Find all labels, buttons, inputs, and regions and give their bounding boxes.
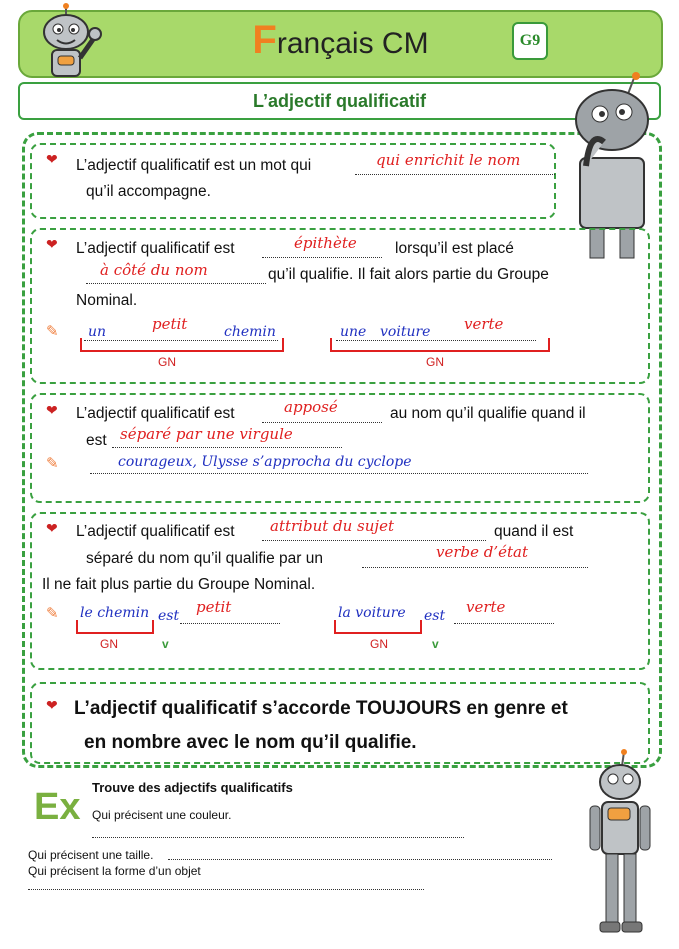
example-verb: est bbox=[424, 608, 446, 624]
rule3-text-1a: L’adjectif qualificatif est bbox=[76, 405, 235, 422]
answer-line bbox=[92, 836, 464, 838]
heart-icon: ❤ bbox=[46, 151, 58, 167]
gn-label: GN bbox=[426, 355, 444, 369]
rule4-answer-1: attribut du sujet bbox=[270, 517, 394, 535]
example-word: une bbox=[340, 324, 367, 340]
rule1-answer: qui enrichit le nom bbox=[376, 151, 521, 169]
rule4-text-2a: séparé du nom qu’il qualifie par un bbox=[86, 550, 323, 567]
level-badge: G9 bbox=[512, 22, 548, 60]
gn-label: GN bbox=[158, 355, 176, 369]
example-line bbox=[454, 622, 554, 624]
gn-label: GN bbox=[370, 637, 388, 651]
gn-bracket bbox=[334, 620, 422, 634]
rule2-text-2b: qu’il qualifie. Il fait alors partie du Groupe bbox=[268, 266, 549, 283]
rule2-text-1a: L’adjectif qualificatif est bbox=[76, 240, 235, 257]
rule4-text-3: Il ne fait plus partie du Groupe Nominal. bbox=[42, 576, 316, 593]
page-title: Français CM bbox=[252, 18, 429, 62]
rule3-answer-2: séparé par une virgule bbox=[120, 425, 293, 443]
gn-bracket bbox=[76, 620, 154, 634]
example-word: chemin bbox=[224, 324, 276, 340]
example-gn: la voiture bbox=[338, 605, 406, 621]
exercise-title: Trouve des adjectifs qualificatifs bbox=[92, 780, 293, 795]
example-adjective: petit bbox=[152, 315, 188, 333]
rule2-answer-1: épithète bbox=[294, 234, 357, 252]
exercise-question-1: Qui précisent une couleur. bbox=[92, 808, 232, 822]
heart-icon: ❤ bbox=[46, 402, 58, 418]
answer-line bbox=[262, 421, 382, 423]
lesson-subtitle: L’adjectif qualificatif bbox=[252, 91, 427, 111]
rule2-text-3: Nominal. bbox=[76, 292, 138, 309]
gn-bracket bbox=[80, 338, 284, 352]
example-word: un bbox=[88, 324, 107, 340]
rule3-text-2a: est bbox=[86, 432, 107, 449]
rule1-text: L’adjectif qualificatif est un mot qui bbox=[76, 157, 312, 174]
gn-label: GN bbox=[100, 637, 118, 651]
pencil-icon: ✎ bbox=[46, 605, 59, 622]
rule4-text-1b: quand il est bbox=[494, 523, 574, 540]
answer-line bbox=[362, 566, 588, 568]
heart-icon: ❤ bbox=[46, 697, 58, 713]
rule3-answer-1: apposé bbox=[284, 398, 338, 416]
rule2-text-1b: lorsqu’il est placé bbox=[395, 240, 514, 257]
example-line bbox=[180, 622, 280, 624]
example-gn: le chemin bbox=[80, 605, 150, 621]
answer-line bbox=[355, 173, 555, 175]
gn-bracket bbox=[330, 338, 550, 352]
example-adjective: verte bbox=[466, 598, 506, 616]
robot-illustration-icon bbox=[30, 2, 110, 80]
pencil-icon: ✎ bbox=[46, 455, 59, 472]
rule4-text-1a: L’adjectif qualificatif est bbox=[76, 523, 235, 540]
answer-line bbox=[28, 888, 424, 890]
header-banner bbox=[18, 10, 663, 78]
exercise-question-3: Qui précisent la forme d’un objet bbox=[28, 864, 201, 878]
example-verb: est bbox=[158, 608, 180, 624]
example-word: voiture bbox=[380, 324, 431, 340]
rule5-text-1: L’adjectif qualificatif s’accorde TOUJOURS en genre et bbox=[74, 698, 568, 719]
standing-robot-icon bbox=[580, 748, 660, 940]
example-adjective: verte bbox=[464, 315, 504, 333]
verb-label: v bbox=[432, 637, 439, 651]
verb-label: v bbox=[162, 637, 169, 651]
answer-line bbox=[262, 256, 382, 258]
example-adjective: petit bbox=[196, 598, 232, 616]
rule3-text-1b: au nom qu’il qualifie quand il bbox=[390, 405, 586, 422]
exercise-question-2: Qui précisent une taille. bbox=[28, 848, 154, 862]
pencil-icon: ✎ bbox=[46, 323, 59, 340]
rule5-text-2: en nombre avec le nom qu’il qualifie. bbox=[84, 732, 417, 753]
exercise-label: Ex bbox=[34, 786, 81, 828]
answer-line bbox=[112, 446, 342, 448]
heart-icon: ❤ bbox=[46, 520, 58, 536]
rule2-answer-2: à côté du nom bbox=[100, 261, 208, 279]
heart-icon: ❤ bbox=[46, 236, 58, 252]
rule1-text-2: qu’il accompagne. bbox=[86, 183, 211, 200]
rule4-answer-2: verbe d’état bbox=[436, 543, 529, 561]
answer-line bbox=[86, 282, 266, 284]
answer-line bbox=[168, 858, 552, 860]
example-line bbox=[90, 472, 588, 474]
rule3-example: courageux, Ulysse s’approcha du cyclope bbox=[118, 454, 412, 470]
answer-line bbox=[262, 539, 486, 541]
